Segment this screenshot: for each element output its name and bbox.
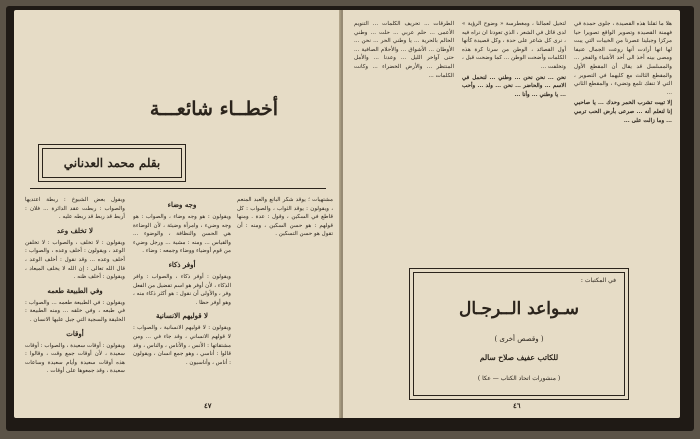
column-left <box>25 196 125 406</box>
advertisement-frame <box>413 272 625 396</box>
page-number: ٤٧ <box>204 401 212 410</box>
ad-book-title: سـواعد الــرجـال <box>459 299 579 319</box>
paragraph: ويقولون : في الطبيعة طعمه ... والصواب : في طبعه ، وفي خلقه ... ومنه الطبيعة : الخليقة والسجية التي جبل عليها الانسان . <box>25 299 125 323</box>
paragraph: ويقولون : لا تخلف ، والصواب : لا تخلفن الوعد ، ويقولون : أخلف وعده ، والصواب : أخلف وعده ... وقد نقول : أخلف الوعد ، قال الله تعالى : إن الله لا يخلف الميعاد ، ويقولون : أخلف ظنه . <box>25 239 125 281</box>
ad-subtitle: ( وقصص أخرى ) <box>494 335 544 343</box>
column-middle <box>133 196 231 406</box>
column-2 <box>462 20 566 260</box>
paragraph: ويقول بعض الشيوخ : ربطة اعتديها والصواب : ربطت عقد الدائرة ... فلان : أربط قد ربط قد ربطه عليه . <box>25 197 125 221</box>
column-divider <box>30 188 326 189</box>
subheading: وجه وضاء <box>167 200 197 209</box>
paragraph: هلا ما ثقلنا هذه القصيدة ، جلوى حمدة في فهمنة القصيدة وتصوير الواقع تصويرا حيا مركزا وجبلينا عصرنا من الخيبات التي يبت لها انها أرادت أنها روعت الجمال عنيفا ومصى بينه أخذ الى أحد الأشياء والفجر ... والمسلسل قد يقال أن المقطع الأول والمقطع الثالث مع كليهما في التصوير ، التي لا تنفك تلمع وتضيء ، والمقطع الثاني ... <box>574 21 672 96</box>
subheading: لا قوليهم الانسانية <box>155 311 209 321</box>
verse: إلا تبيت تشرب الخمر وحدك ... يا صاحبي إنا لنعلم أنه ... صرعى بأرض الحب ترمي ... وما زالت على ... <box>574 100 672 124</box>
article-title: أخطــاء شائعـــة <box>149 98 279 120</box>
page-46 <box>343 10 680 418</box>
book-advertisement <box>409 268 629 400</box>
byline: بقلم محمد العدناني <box>42 148 182 178</box>
column-right <box>237 196 333 396</box>
page-47 <box>14 10 341 418</box>
ad-label: في المكتبات : <box>580 277 616 284</box>
subheading: وفي الطبيعة طعمه <box>47 285 103 295</box>
paragraph: ويقولون : هو وجه وضاء ، والصواب : هو وجه وضيء ، وامرأة وضيئة ، لأن الوضاءة هي الحسن والنظافة ، والوضوء ... والقياس ... ومنه : مشية ... ورجل وضيء من قوم أوضياء ووضاء وجمعه : وضاء . <box>133 214 231 255</box>
paragraph: الطرقات ... تحريف الكلمات ... التنويم الأعمى ... حلم عربي ... حلت ... وطني الحالم بالحرية ... يا وطني الحر ... نحن ... الأوطان ... الأشواق ... والأحلام الصافية ... حتى آواخر الليل ... وعدنا ... والأمل المنتظر ... والأرض الخضراء ... وكانت الكلمات ... <box>354 21 454 79</box>
paragraph: ويقولون : أوقات سعيدة ، والصواب : أوقات سعيدة ، لأن أوقات جمع وقت ، وقالوا : هذه أوقات سعيدة وأيام سعيدة وساعات سعيدة ، وقد جمعوها على أوقات . <box>25 342 125 375</box>
byline-box <box>38 144 186 182</box>
paragraph: لتخيل لعمالنا ، ومغطرسة « وضوح الرؤية » لدى قائل في الشعر ، الذي تعودنا ان نراه فيه ، نرى كل شاعر على حدة ، وكل قصيدة كأنها أول القصائد ، الوطن من سرنا كرة هذه الكلمات وأضحت الوطن ... كما وضحت قبل ، وتخلفت ... <box>462 21 566 70</box>
paragraph: مشتهيات ؛ يوقد شكر البانع والعبد المنعم ، ويقولون : يوقد الثواب ، والصواب : كل قاطع في السكين ، وقول : عدة . ومنها قولهم : هو حسن السكين ، ومنه : أن تقول هو حسن التسكين . <box>237 197 333 238</box>
paragraph: ويقولون : أوفر ذكاء ، والصواب : وافر الذكاء ، لأن أوفر هو اسم تفضيل من الفعل وفر ، والأولى أن نقول : هو أكثر ذكاء منه ، وهو أوفر حظا . <box>133 273 231 306</box>
column-3 <box>354 20 454 260</box>
ad-publisher: ( منشورات اتحاد الكتاب — عكا ) <box>477 375 561 382</box>
verse: نحن ... نحن نحن ... وطني ... لنحمل في الاسم ... والحاضر ... نحن ... ولد ... وأحب ... يا وطني ... وأنا ... <box>462 74 566 98</box>
subheading: لا تخلف وعد <box>56 225 94 235</box>
paragraph: ويقولون : لا قوليهم الانسانية ، والصواب : لا قولهم الانساني ، وقد جاء في ... ومن مشتقاتها : الأنس ، والأناس ، والناس ، وقد قالوا : أناسي ، وهو جمع انسان ، ويقولون : أناس ، وأناسيون . <box>133 325 231 366</box>
subheading: أوفر ذكاء <box>168 259 196 269</box>
page-number: ٤٦ <box>513 401 521 410</box>
column-1 <box>574 20 672 252</box>
ad-author: للكاتب عفيف صلاح سالم <box>479 353 559 362</box>
subheading: أوقات <box>66 328 84 338</box>
